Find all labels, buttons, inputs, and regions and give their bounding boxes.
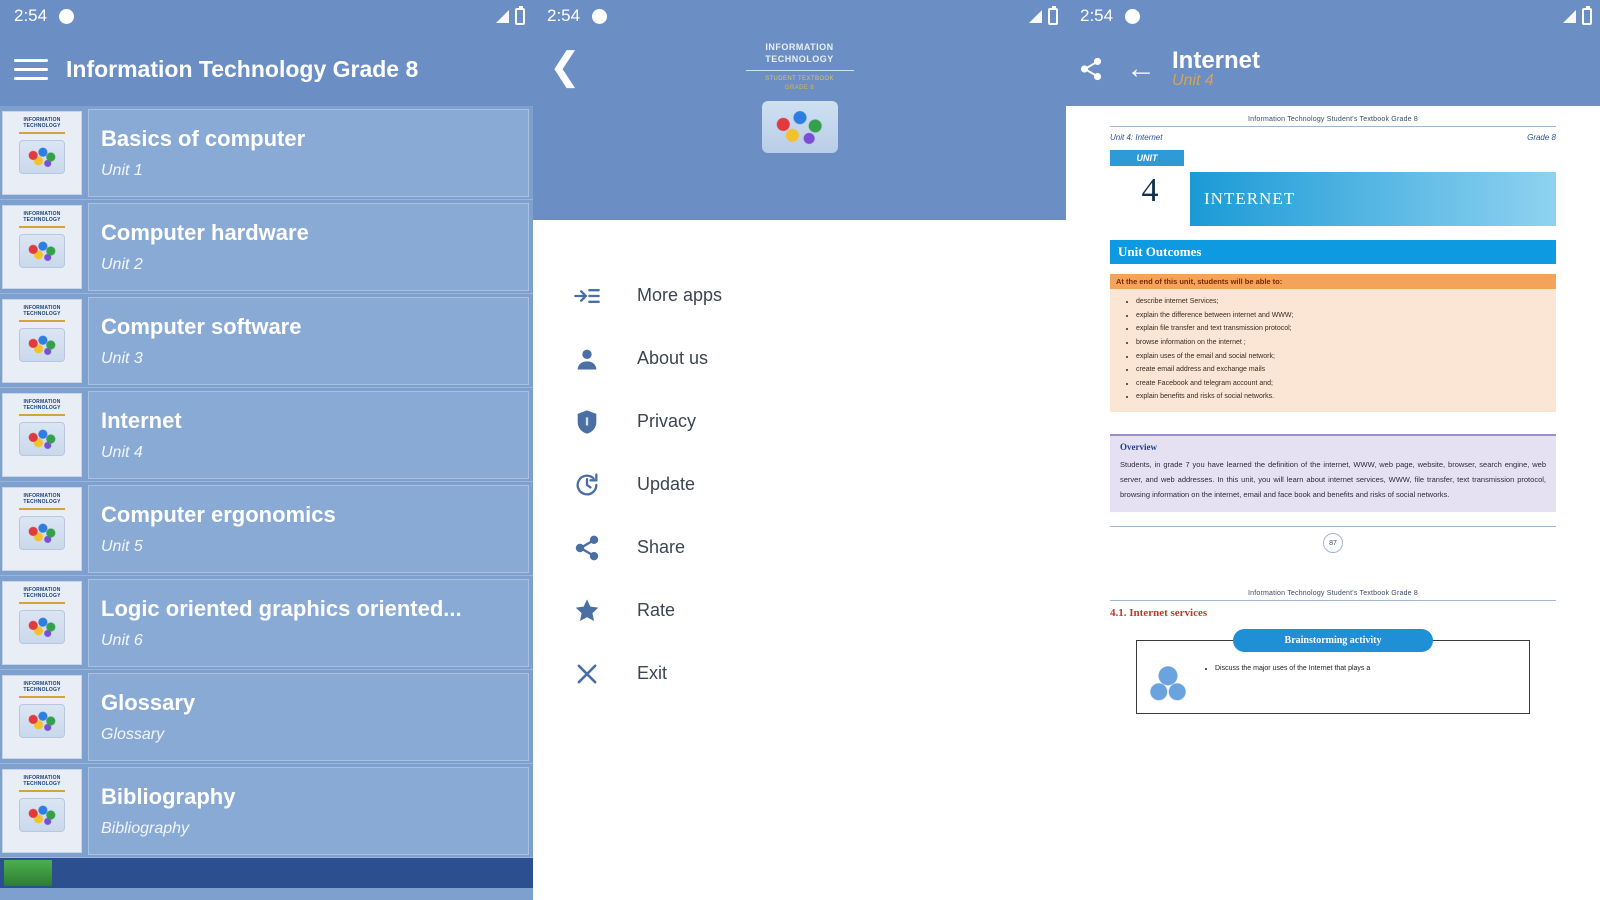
status-indicator-dot — [592, 9, 607, 24]
menu-items — [533, 220, 1066, 705]
logo-illustration — [762, 101, 838, 153]
meta-right: Grade 8 — [1527, 133, 1556, 142]
share-icon — [573, 534, 627, 562]
unit-card[interactable] — [88, 673, 529, 761]
page-footer — [1110, 526, 1556, 552]
unit-name: INTERNET — [1190, 172, 1556, 226]
unit-card[interactable] — [88, 109, 529, 197]
unit-title: Bibliography — [101, 783, 236, 809]
signal-icon — [1563, 10, 1576, 23]
panel-reader — [1066, 0, 1600, 900]
menu-item-label: Update — [637, 474, 696, 494]
back-chevron-icon[interactable]: ❮ — [549, 46, 581, 88]
outcome-item: • explain uses of the email and social network; — [1136, 350, 1556, 364]
unit-subtitle: Glossary — [101, 725, 165, 743]
app-logo — [740, 42, 860, 153]
menu-item-label: Privacy — [637, 411, 697, 431]
menu-item-more-apps[interactable] — [533, 264, 1066, 327]
signal-icon — [1029, 10, 1042, 23]
unit-subtitle: Bibliography — [101, 819, 190, 837]
menu-item-label: Rate — [637, 600, 676, 620]
page-number: 87 — [1323, 533, 1343, 553]
unit-card[interactable] — [88, 485, 529, 573]
status-bar-3 — [1066, 0, 1600, 32]
overview-title: Overview — [1120, 442, 1157, 453]
status-right-icons — [496, 0, 525, 32]
status-clock: 2:54 — [547, 6, 581, 25]
unit-title: Basics of computer — [101, 125, 306, 151]
status-clock: 2:54 — [1080, 6, 1114, 25]
document-page-1 — [1098, 110, 1568, 562]
logo-line-1: INFORMATION — [765, 42, 834, 52]
battery-icon — [1048, 8, 1058, 25]
outcomes-intro: At the end of this unit, students will be able to: — [1110, 274, 1556, 289]
list-item[interactable] — [0, 576, 533, 670]
activity-item: • Discuss the major uses of the Internet that plays a — [1215, 663, 1519, 676]
unit-thumbnail: INFORMATION TECHNOLOGY — [2, 111, 82, 195]
outcomes-list — [1136, 295, 1556, 404]
running-head: Information Technology Student's Textbook Grade 8 — [1247, 590, 1419, 598]
status-bar-1 — [0, 0, 533, 32]
section-title: 4.1. Internet services — [1110, 607, 1208, 620]
activity-title: Brainstorming activity — [1233, 629, 1433, 652]
list-item[interactable] — [0, 764, 533, 858]
person-icon — [573, 345, 627, 373]
page-meta — [1110, 133, 1556, 142]
menu-header — [533, 32, 1066, 220]
page-subtitle: Unit 4 — [1172, 72, 1214, 90]
unit-thumbnail: INFORMATION TECHNOLOGY — [2, 393, 82, 477]
unit-card[interactable] — [88, 767, 529, 855]
star-icon — [573, 597, 627, 625]
status-clock: 2:54 — [14, 6, 48, 25]
unit-card[interactable] — [88, 579, 529, 667]
app-bar-1 — [0, 32, 533, 106]
unit-title: Glossary — [101, 689, 196, 715]
unit-list — [0, 106, 533, 900]
list-item[interactable] — [0, 200, 533, 294]
list-item[interactable] — [0, 294, 533, 388]
menu-item-share[interactable] — [533, 516, 1066, 579]
unit-thumbnail: INFORMATION TECHNOLOGY — [2, 769, 82, 853]
unit-title: Computer hardware — [101, 219, 309, 245]
status-bar-2 — [533, 0, 1066, 32]
reader-titles — [1172, 48, 1260, 90]
unit-card[interactable] — [88, 391, 529, 479]
panel-drawer-list — [0, 0, 533, 900]
logo-line-2: TECHNOLOGY — [765, 53, 834, 64]
page-title: Internet — [1172, 47, 1261, 74]
close-icon — [573, 660, 627, 688]
unit-thumbnail: INFORMATION TECHNOLOGY — [2, 299, 82, 383]
outcome-item: • explain file transfer and text transmission protocol; — [1136, 322, 1556, 336]
status-indicator-dot — [1125, 9, 1140, 24]
status-indicator-dot — [59, 9, 74, 24]
status-right-icons — [1563, 0, 1592, 32]
activity-list — [1199, 663, 1519, 676]
meta-left: Unit 4: Internet — [1110, 133, 1163, 142]
unit-thumbnail: INFORMATION TECHNOLOGY — [2, 205, 82, 289]
menu-item-exit[interactable] — [533, 642, 1066, 705]
outcome-item: • explain the difference between internet and WWW; — [1136, 309, 1556, 323]
unit-badge: UNIT — [1110, 150, 1184, 166]
menu-item-update[interactable] — [533, 453, 1066, 516]
back-arrow-icon[interactable]: ← — [1126, 52, 1156, 85]
share-icon[interactable] — [1078, 56, 1104, 82]
unit-thumbnail: INFORMATION TECHNOLOGY — [2, 487, 82, 571]
menu-item-rate[interactable] — [533, 579, 1066, 642]
group-discussion-icon — [1147, 663, 1189, 703]
activity-block — [1110, 629, 1556, 714]
outcome-item: • explain benefits and risks of social networks. — [1136, 390, 1556, 404]
outcome-item: • browse information on the internet ; — [1136, 336, 1556, 350]
list-item[interactable] — [0, 106, 533, 200]
hamburger-icon[interactable] — [14, 59, 48, 80]
list-item[interactable] — [0, 670, 533, 764]
battery-icon — [515, 8, 525, 25]
unit-number: 4 — [1141, 172, 1159, 209]
unit-outcomes-box — [1110, 274, 1556, 412]
more-apps-icon — [573, 282, 627, 310]
logo-line-3: STUDENT TEXTBOOK — [765, 76, 834, 83]
unit-title: Computer ergonomics — [101, 501, 336, 527]
unit-outcomes-heading: Unit Outcomes — [1110, 240, 1556, 264]
menu-item-label: Share — [637, 537, 686, 557]
logo-line-4: GRADE 8 — [784, 85, 815, 92]
overview-box — [1110, 434, 1556, 512]
page-title: Information Technology Grade 8 — [66, 55, 419, 82]
unit-subtitle: Unit 6 — [101, 631, 143, 649]
unit-subtitle: Unit 4 — [101, 443, 143, 461]
unit-card[interactable] — [88, 203, 529, 291]
outcome-item: • describe internet Services; — [1136, 295, 1556, 309]
pdf-reader-view[interactable] — [1066, 106, 1600, 900]
menu-item-privacy[interactable] — [533, 390, 1066, 453]
document-page-2 — [1098, 580, 1568, 724]
status-right-icons — [1029, 0, 1058, 32]
outcome-item: • create Facebook and telegram account and; — [1136, 377, 1556, 391]
signal-icon — [496, 10, 509, 23]
unit-thumbnail: INFORMATION TECHNOLOGY — [2, 675, 82, 759]
running-head: Information Technology Student's Textbook Grade 8 — [1247, 116, 1419, 123]
menu-item-label: More apps — [637, 285, 723, 305]
unit-title: Computer software — [101, 313, 302, 339]
unit-subtitle: Unit 5 — [101, 537, 143, 555]
partial-thumbnail — [4, 860, 52, 886]
refresh-icon — [573, 471, 627, 499]
menu-item-label: Exit — [637, 663, 668, 683]
menu-item-label: About us — [637, 348, 709, 368]
overview-text: Students, in grade 7 you have learned the definition of the internet, WWW, web page, website, browser, search engine, web server, and web addresses. In this unit, you will learn about internet services, WWW, file transfer, text transmission protocol, browsing information on the internet, email and face book and benefits and risks of social networks. — [1120, 460, 1546, 500]
unit-thumbnail: INFORMATION TECHNOLOGY — [2, 581, 82, 665]
shield-icon — [573, 408, 627, 436]
list-item[interactable] — [0, 388, 533, 482]
battery-icon — [1582, 8, 1592, 25]
unit-banner — [1110, 150, 1556, 226]
unit-card[interactable] — [88, 297, 529, 385]
unit-title: Internet — [101, 407, 182, 433]
menu-item-about-us[interactable] — [533, 327, 1066, 390]
app-bar-3 — [1066, 32, 1600, 106]
unit-subtitle: Unit 1 — [101, 161, 143, 179]
outcome-item: • create email address and exchange mails — [1136, 363, 1556, 377]
unit-title: Logic oriented graphics oriented... — [101, 595, 462, 621]
unit-subtitle: Unit 3 — [101, 349, 143, 367]
panel-side-menu — [533, 0, 1066, 900]
unit-subtitle: Unit 2 — [101, 255, 143, 273]
list-item[interactable] — [0, 482, 533, 576]
drawer-footer — [0, 858, 533, 888]
